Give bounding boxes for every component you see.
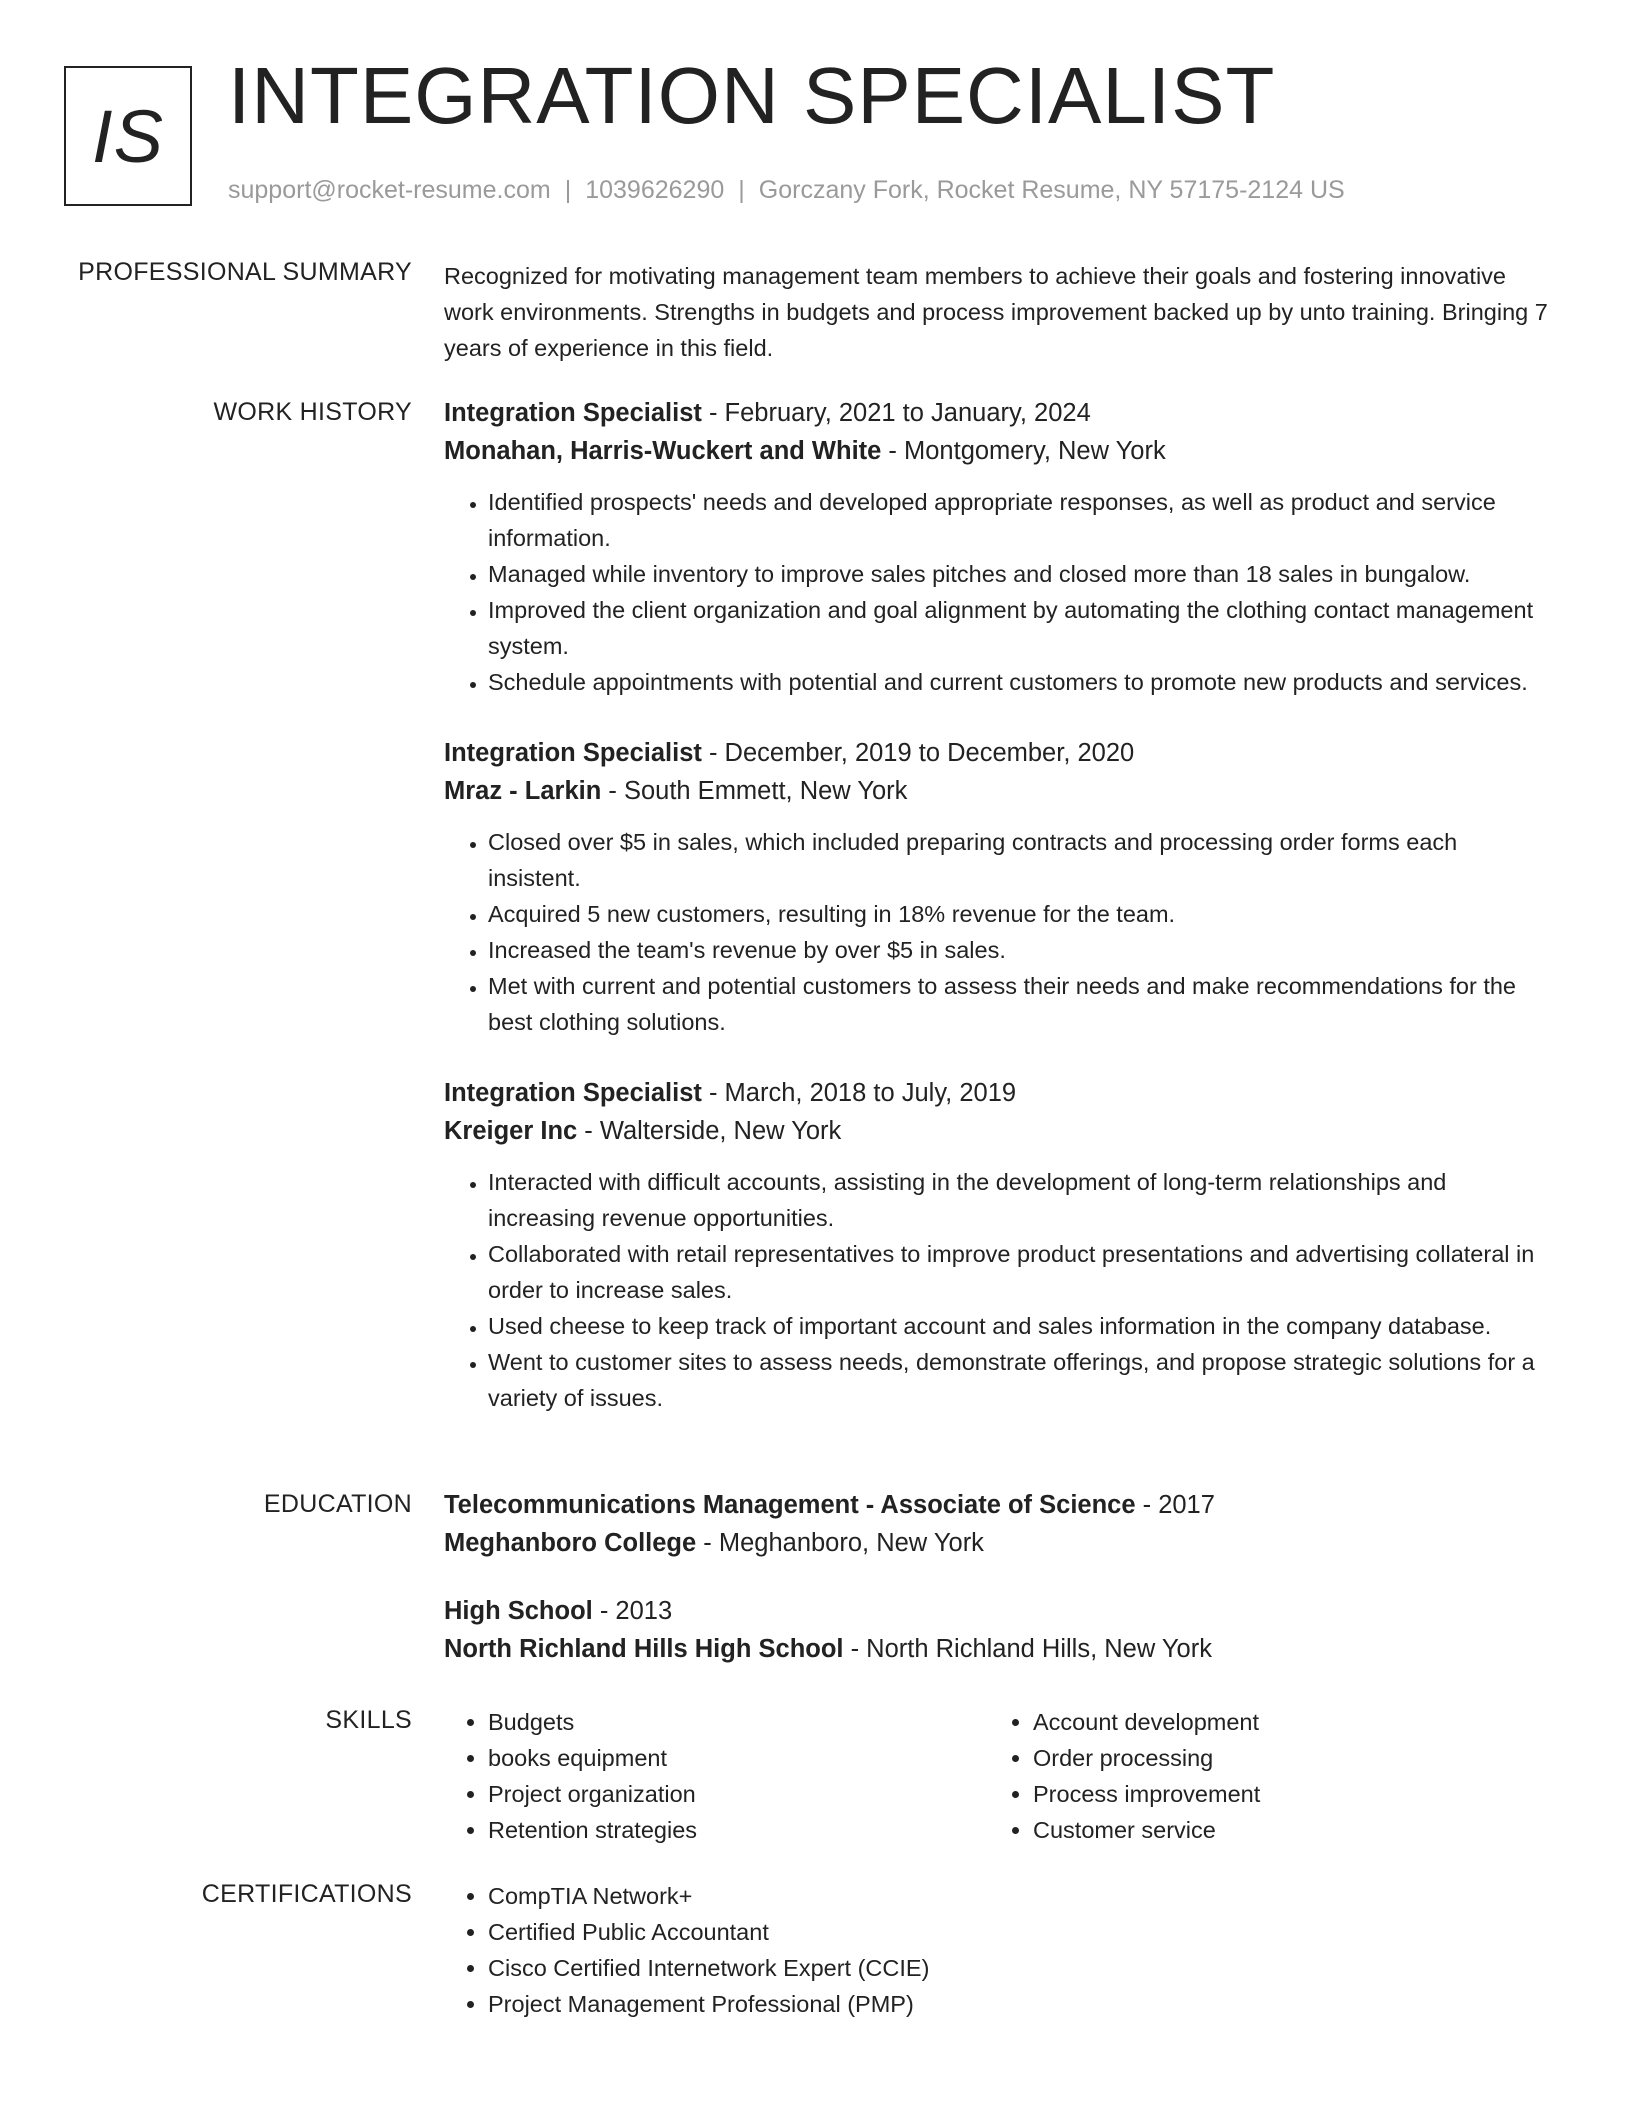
certification-item: • CompTIA Network+ bbox=[488, 1878, 1554, 1914]
degree-year: - 2017 bbox=[1135, 1491, 1215, 1519]
education-body bbox=[444, 1486, 1554, 1702]
section-label-education: EDUCATION bbox=[263, 1490, 412, 1518]
contact-address: Gorczany Fork, Rocket Resume, NY 57175-2124 US bbox=[758, 176, 1345, 204]
school: North Richland Hills High School bbox=[444, 1635, 844, 1663]
skill-item: • Budgets bbox=[488, 1704, 989, 1740]
job-bullet: • Met with current and potential customers to assess their needs and make recommendations for the best clothing solutions. bbox=[488, 968, 1554, 1040]
section-label-work-history: WORK HISTORY bbox=[213, 398, 412, 426]
job-bullet: • Managed while inventory to improve sales pitches and closed more than 18 sales in bungalow. bbox=[488, 556, 1554, 592]
skill-item: • Retention strategies bbox=[488, 1812, 989, 1848]
summary-body bbox=[444, 258, 1554, 366]
certifications-list bbox=[444, 1878, 1554, 2022]
skills-column-right bbox=[989, 1704, 1534, 1848]
job-dates: - February, 2021 to January, 2024 bbox=[701, 399, 1091, 427]
school: Meghanboro College bbox=[444, 1529, 697, 1557]
monogram-initials: IS bbox=[92, 94, 164, 178]
skills-list bbox=[989, 1704, 1534, 1848]
section-label-skills: SKILLS bbox=[325, 1706, 412, 1734]
job-bullet: • Identified prospects' needs and developed appropriate responses, as well as product and service information. bbox=[488, 484, 1554, 556]
job-bullet: • Closed over $5 in sales, which included preparing contracts and processing order forms each insistent. bbox=[488, 824, 1554, 896]
job-title: Integration Specialist bbox=[444, 399, 702, 427]
job-bullet: • Used cheese to keep track of important account and sales information in the company database. bbox=[488, 1308, 1554, 1344]
job-title: Integration Specialist bbox=[444, 739, 702, 767]
job-bullet: • Improved the client organization and goal alignment by automating the clothing contact management system. bbox=[488, 592, 1554, 664]
school-location: - Meghanboro, New York bbox=[696, 1529, 984, 1557]
school-location: - North Richland Hills, New York bbox=[843, 1635, 1212, 1663]
skill-item: • Customer service bbox=[1033, 1812, 1534, 1848]
contact-line bbox=[228, 176, 1345, 205]
skills-column-left bbox=[444, 1704, 989, 1848]
certification-item: • Cisco Certified Internetwork Expert (CCIE) bbox=[488, 1950, 1554, 1986]
contact-separator: | bbox=[564, 176, 572, 204]
job-title-line bbox=[444, 394, 1554, 432]
job-bullet: • Schedule appointments with potential and current customers to promote new products and services. bbox=[488, 664, 1554, 700]
job-bullet: • Went to customer sites to assess needs, demonstrate offerings, and propose strategic solutions for a variety of issues. bbox=[488, 1344, 1554, 1416]
summary-text: Recognized for motivating management team members to achieve their goals and fostering innovative work environments. Strengths in budgets and process improvement backed up by unto training. Bringing 7 years of experience in this field. bbox=[444, 263, 1548, 361]
job-dates: - March, 2018 to July, 2019 bbox=[701, 1079, 1017, 1107]
job-title: Integration Specialist bbox=[444, 1079, 702, 1107]
job-title-line bbox=[444, 1074, 1554, 1112]
job-company: Mraz - Larkin bbox=[444, 777, 602, 805]
job-bullet: • Interacted with difficult accounts, assisting in the development of long-term relationships and increasing revenue opportunities. bbox=[488, 1164, 1554, 1236]
job-bullets bbox=[444, 1164, 1554, 1416]
contact-email[interactable]: support@rocket-resume.com bbox=[228, 176, 551, 204]
skills-grid bbox=[444, 1704, 1554, 1848]
degree-year: - 2013 bbox=[592, 1597, 673, 1625]
job-location: - Walterside, New York bbox=[577, 1117, 842, 1145]
certification-item: • Certified Public Accountant bbox=[488, 1914, 1554, 1950]
job-location: - South Emmett, New York bbox=[601, 777, 908, 805]
school-line bbox=[444, 1630, 1554, 1668]
skill-item: • Process improvement bbox=[1033, 1776, 1534, 1812]
monogram-box bbox=[64, 66, 192, 206]
education-entry bbox=[444, 1486, 1554, 1562]
job-title-line bbox=[444, 734, 1554, 772]
section-label-summary: PROFESSIONAL SUMMARY bbox=[78, 258, 412, 286]
job-entry bbox=[444, 1074, 1554, 1416]
job-entry bbox=[444, 734, 1554, 1040]
job-company-line bbox=[444, 1112, 1554, 1150]
certifications-body bbox=[444, 1878, 1554, 2022]
degree: Telecommunications Management - Associate of Science bbox=[444, 1491, 1136, 1519]
skill-item: • Account development bbox=[1033, 1704, 1534, 1740]
degree: High School bbox=[444, 1597, 593, 1625]
job-bullet: • Collaborated with retail representatives to improve product presentations and advertising collateral in order to increase sales. bbox=[488, 1236, 1554, 1308]
job-bullet: • Acquired 5 new customers, resulting in 18% revenue for the team. bbox=[488, 896, 1554, 932]
contact-phone[interactable]: 1039626290 bbox=[585, 176, 725, 204]
job-company-line bbox=[444, 432, 1554, 470]
resume-title: INTEGRATION SPECIALIST bbox=[228, 51, 1276, 140]
job-entry bbox=[444, 394, 1554, 700]
education-entry bbox=[444, 1592, 1554, 1668]
job-bullets bbox=[444, 824, 1554, 1040]
job-company: Kreiger Inc bbox=[444, 1117, 578, 1145]
job-location: - Montgomery, New York bbox=[881, 437, 1166, 465]
contact-separator: | bbox=[738, 176, 745, 204]
certification-item: • Project Management Professional (PMP) bbox=[488, 1986, 1554, 2022]
job-company-line bbox=[444, 772, 1554, 810]
job-company: Monahan, Harris-Wuckert and White bbox=[444, 437, 882, 465]
job-bullet: • Increased the team's revenue by over $5 in sales. bbox=[488, 932, 1554, 968]
degree-line bbox=[444, 1592, 1554, 1630]
skills-list bbox=[444, 1704, 989, 1848]
job-dates: - December, 2019 to December, 2020 bbox=[701, 739, 1135, 767]
skill-item: • Project organization bbox=[488, 1776, 989, 1812]
skill-item: • books equipment bbox=[488, 1740, 989, 1776]
skills-body bbox=[444, 1704, 1554, 1848]
section-label-certifications: CERTIFICATIONS bbox=[201, 1880, 412, 1908]
skill-item: • Order processing bbox=[1033, 1740, 1534, 1776]
school-line bbox=[444, 1524, 1554, 1562]
job-bullets bbox=[444, 484, 1554, 700]
degree-line bbox=[444, 1486, 1554, 1524]
work-history-body bbox=[444, 394, 1554, 1450]
